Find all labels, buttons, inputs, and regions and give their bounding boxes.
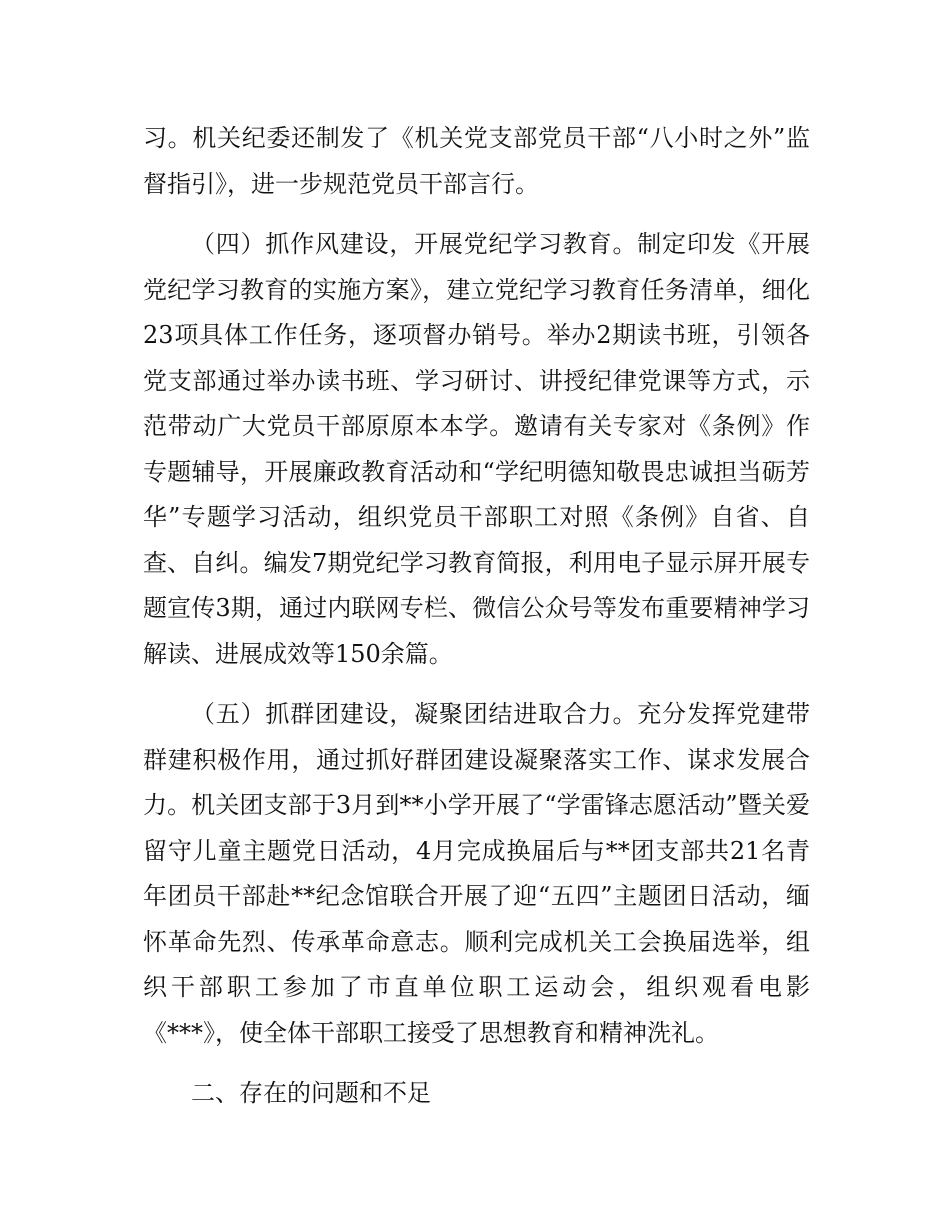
paragraph-section-four: （四）抓作风建设，开展党纪学习教育。制定印发《开展党纪学习教育的实施方案》，建立党纪学习教育任务清单，细化23项具体工作任务，逐项督办销号。举办2期读书班，引领各党支部通过举办读书班、学习研讨、讲授纪律党课等方式，示范带动广大党员干部原原本本学。邀请有关专家对《条例》作专题辅导，开展廉政教育活动和“学纪明德知敬畏忠诚担当砺芳华”专题学习活动，组织党员干部职工对照《条例》自省、自查、自纠。编发7期党纪学习教育简报，利用电子显示屏开展专题宣传3期，通过内联网专栏、微信公众号等发布重要精神学习解读、进展成效等150余篇。 xyxy=(143,230,810,668)
document-body xyxy=(143,116,810,1117)
section-heading: 二、存在的问题和不足 xyxy=(191,1079,431,1107)
paragraph-section-five: （五）抓群团建设，凝聚团结进取合力。充分发挥党建带群建积极作用，通过抓好群团建设凝聚落实工作、谋求发展合力。机关团支部于3月到**小学开展了“学雷锋志愿活动”暨关爱留守儿童主题党日活动，4月完成换届后与**团支部共21名青年团员干部赴**纪念馆联合开展了迎“五四”主题团日活动，缅怀革命先烈、传承革命意志。顺利完成机关工会换届选举，组织干部职工参加了市直单位职工运动会，组织观看电影《***》，使全体干部职工接受了思想教育和精神洗礼。 xyxy=(143,700,810,1047)
paragraph-continuation: 习。机关纪委还制发了《机关党支部党员干部“八小时之外”监督指引》，进一步规范党员干部言行。 xyxy=(143,124,810,198)
